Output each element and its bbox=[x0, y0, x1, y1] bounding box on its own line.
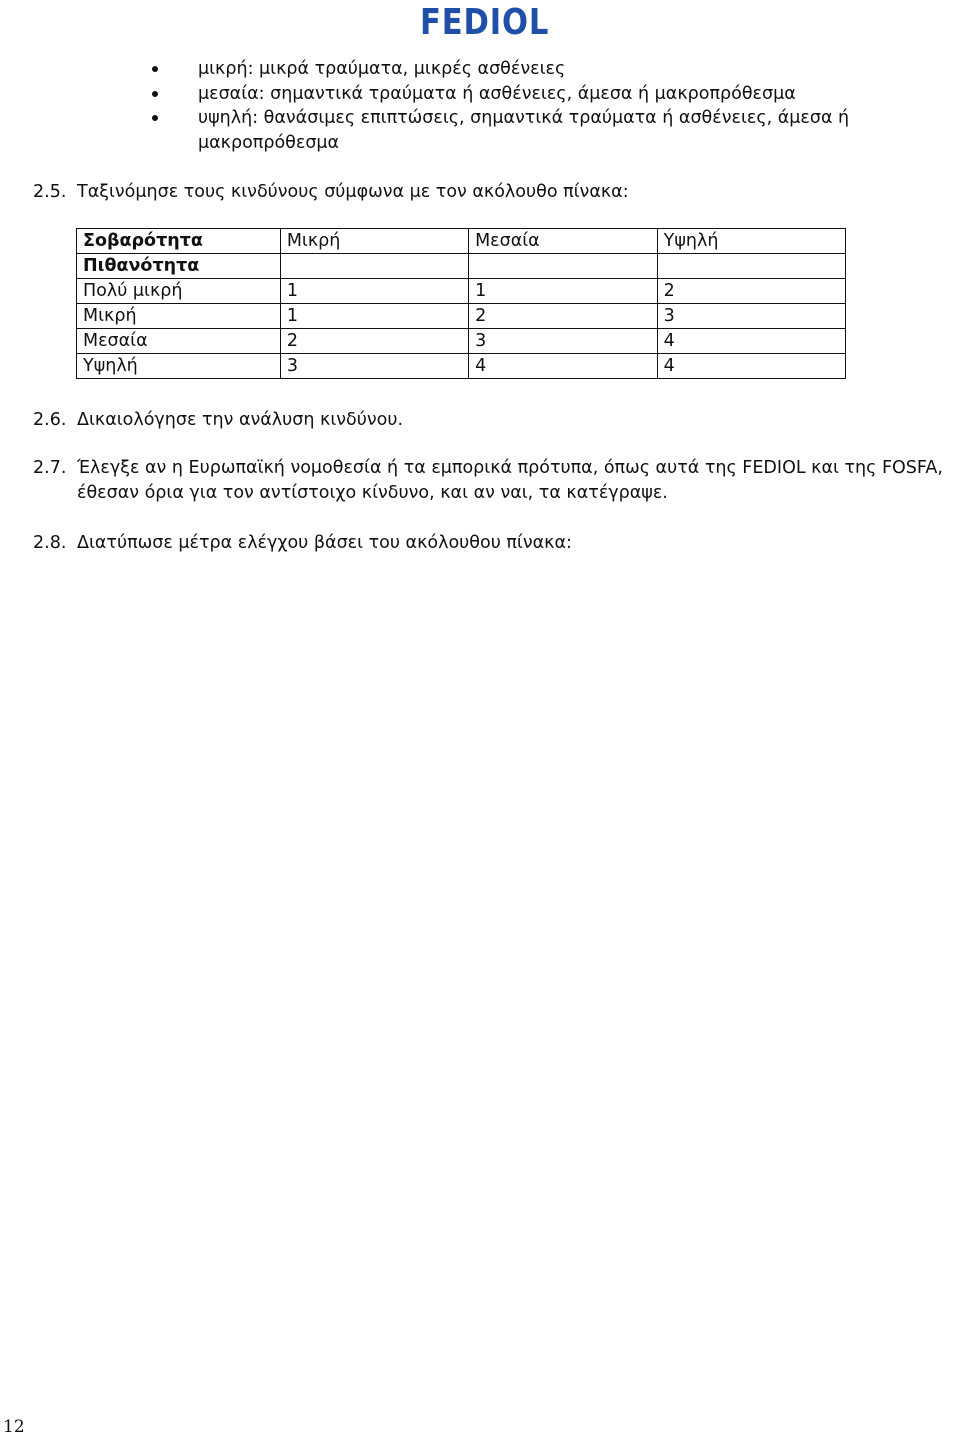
table-cell bbox=[469, 254, 658, 279]
table-cell: 4 bbox=[657, 354, 845, 379]
row-label: Μικρή bbox=[77, 304, 281, 329]
bullet-item-medium bbox=[150, 82, 960, 107]
item-2-6 bbox=[33, 408, 958, 433]
table-cell: 4 bbox=[657, 329, 845, 354]
probability-header: Πιθανότητα bbox=[77, 254, 281, 279]
item-2-5 bbox=[33, 180, 958, 205]
column-header: Μεσαία bbox=[469, 229, 658, 254]
table-row bbox=[77, 279, 846, 304]
table-row bbox=[77, 354, 846, 379]
bullet-dot-icon bbox=[152, 91, 158, 97]
table-row bbox=[77, 304, 846, 329]
severity-header: Σοβαρότητα bbox=[77, 229, 281, 254]
severity-bullet-list bbox=[150, 57, 960, 155]
item-text: Δικαιολόγησε την ανάλυση κινδύνου. bbox=[77, 410, 404, 430]
bullet-text: μεσαία: σημαντικά τραύματα ή ασθένειες, άμεσα ή μακροπρόθεσμα bbox=[198, 83, 796, 104]
fediol-logo: FEDIOL bbox=[420, 2, 550, 43]
bullet-item-high bbox=[150, 106, 960, 155]
item-number: 2.7. bbox=[33, 458, 67, 478]
table-cell: 2 bbox=[280, 329, 468, 354]
table-cell: 1 bbox=[280, 304, 468, 329]
bullet-dot-icon bbox=[152, 115, 158, 121]
item-text: Έλεγξε αν η Ευρωπαϊκή νομοθεσία ή τα εμπορικά πρότυπα, όπως αυτά της FEDIOL και της FOSFA, έθεσαν όρια για τον αντίστοιχο κίνδυνο, και αν ναι, τα κατέγραψε. bbox=[77, 458, 943, 503]
bullet-item-minor bbox=[150, 57, 960, 82]
table-cell bbox=[280, 254, 468, 279]
item-2-8 bbox=[33, 531, 958, 556]
table-cell: 2 bbox=[657, 279, 845, 304]
table-cell: 1 bbox=[280, 279, 468, 304]
row-label: Μεσαία bbox=[77, 329, 281, 354]
table-cell: 3 bbox=[657, 304, 845, 329]
row-label: Πολύ μικρή bbox=[77, 279, 281, 304]
bullet-dot-icon bbox=[152, 66, 158, 72]
table-header-row bbox=[77, 229, 846, 254]
page-number: 12 bbox=[3, 1417, 25, 1437]
table-cell: 3 bbox=[469, 329, 658, 354]
item-number: 2.5. bbox=[33, 182, 67, 202]
column-header: Υψηλή bbox=[657, 229, 845, 254]
item-number: 2.8. bbox=[33, 533, 67, 553]
table-row bbox=[77, 329, 846, 354]
table-probability-row bbox=[77, 254, 846, 279]
table-cell: 2 bbox=[469, 304, 658, 329]
item-2-7 bbox=[33, 456, 958, 506]
item-text: Ταξινόμησε τους κινδύνους σύμφωνα με τον ακόλουθο πίνακα: bbox=[77, 182, 629, 202]
bullet-text: μικρή: μικρά τραύματα, μικρές ασθένειες bbox=[198, 59, 566, 79]
bullet-text: υψηλή: θανάσιμες επιπτώσεις, σημαντικά τραύματα ή ασθένειες, άμεσα ή μακροπρόθεσμα bbox=[198, 108, 850, 153]
table-cell bbox=[657, 254, 845, 279]
risk-classification-table bbox=[76, 228, 846, 379]
row-label: Υψηλή bbox=[77, 354, 281, 379]
table-cell: 1 bbox=[469, 279, 658, 304]
table-cell: 4 bbox=[469, 354, 658, 379]
item-number: 2.6. bbox=[33, 410, 67, 430]
table-cell: 3 bbox=[280, 354, 468, 379]
column-header: Μικρή bbox=[280, 229, 468, 254]
item-text: Διατύπωσε μέτρα ελέγχου βάσει του ακόλουθου πίνακα: bbox=[77, 533, 572, 553]
